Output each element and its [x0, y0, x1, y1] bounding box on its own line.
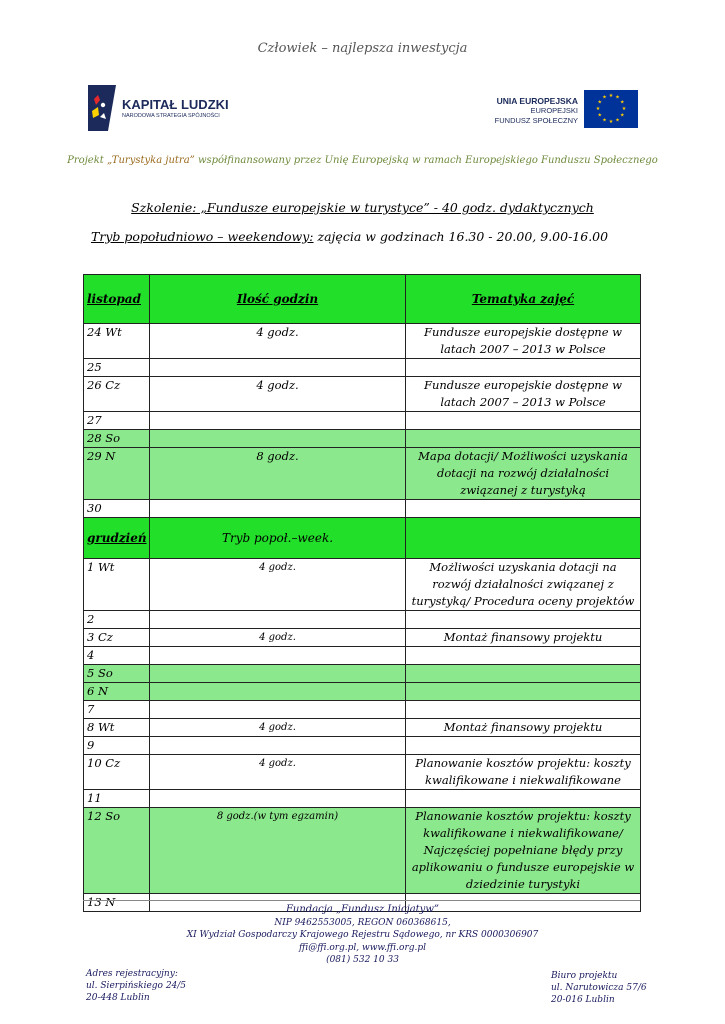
hours-cell [150, 611, 406, 629]
kapital-ludzki-logo [88, 85, 238, 131]
day-cell: 5 So [84, 665, 150, 683]
table-row [84, 755, 641, 790]
training-mode [91, 229, 608, 244]
eu-logo-text [495, 96, 578, 126]
day-cell: 24 Wt [84, 324, 150, 359]
hours-cell [150, 790, 406, 808]
day-cell: 25 [84, 359, 150, 377]
topic-cell [406, 665, 641, 683]
svg-text:★: ★ [621, 106, 627, 112]
topic-cell [406, 701, 641, 719]
project-suffix: współfinansowany przez Unię Europejską w ramach Europejskiego Funduszu Społecznego [194, 155, 658, 166]
topic-cell [406, 790, 641, 808]
hours-cell [150, 500, 406, 518]
hours-cell: 4 godz. [150, 629, 406, 647]
footer-divider [83, 900, 640, 901]
kapital-ludzki-title: KAPITAŁ LUDZKI [122, 97, 229, 112]
hours-cell [150, 665, 406, 683]
svg-text:★: ★ [597, 112, 602, 119]
hours-cell [150, 359, 406, 377]
eu-logo-line3: FUNDUSZ SPOŁECZNY [494, 116, 578, 125]
table-row-weekend [84, 448, 641, 500]
eu-logo [494, 90, 638, 130]
table-row [84, 737, 641, 755]
day-cell: 10 Cz [84, 755, 150, 790]
kapital-ludzki-subtitle: NARODOWA STRATEGIA SPÓJNOŚCI [122, 113, 220, 119]
topic-cell: Mapa dotacji/ Możliwości uzyskania dotacji na rozwój działalności związanej z turystyką [406, 448, 641, 500]
topic-cell: Planowanie kosztów projektu: koszty kwalifikowane i niekwalifikowane [406, 755, 641, 790]
table-row [84, 719, 641, 737]
table-row [84, 611, 641, 629]
svg-text:★: ★ [602, 94, 607, 101]
table-row [84, 629, 641, 647]
hours-cell: 4 godz. [150, 559, 406, 611]
header-month-november: listopad [84, 275, 150, 324]
table-row [84, 559, 641, 611]
eu-flag-icon [584, 90, 638, 128]
day-cell: 9 [84, 737, 150, 755]
registered-address-city: 20-448 Lublin [86, 993, 150, 1003]
hours-cell: 4 godz. [150, 719, 406, 737]
footer-ids: NIP 9462553005, REGON 060368615, [274, 917, 451, 928]
svg-text:★: ★ [620, 112, 625, 119]
table-row-weekend [84, 683, 641, 701]
footer-web: ffi@ffi.org.pl, www.ffi.org.pl [298, 942, 427, 953]
topic-cell [406, 737, 641, 755]
topic-cell: Fundusze europejskie dostępne w latach 2007 – 2013 w Polsce [406, 377, 641, 412]
project-office-city: 20-016 Lublin [551, 995, 615, 1005]
table-row [84, 412, 641, 430]
day-cell: 4 [84, 647, 150, 665]
svg-text:★: ★ [615, 117, 620, 124]
topic-cell: Planowanie kosztów projektu: koszty kwalifikowane i niekwalifikowane/ Najczęściej popełniane błędy przy aplikowaniu o fundusze europejskie w dziedzinie turystyki [406, 808, 641, 894]
footer-org-name: Fundacja „Fundusz Inicjatyw” [285, 904, 440, 915]
hours-cell: 4 godz. [150, 755, 406, 790]
day-cell: 8 Wt [84, 719, 150, 737]
topic-cell [406, 500, 641, 518]
eu-logo-line1: UNIA EUROPEJSKA [496, 96, 578, 106]
svg-text:★: ★ [597, 99, 602, 106]
day-cell: 27 [84, 412, 150, 430]
registered-address-street: ul. Sierpińskiego 24/5 [86, 981, 187, 991]
project-prefix: Projekt [67, 155, 107, 166]
project-line [0, 155, 725, 166]
day-cell: 29 N [84, 448, 150, 500]
project-office-label: Biuro projektu [551, 971, 618, 981]
hours-cell: 4 godz. [150, 324, 406, 359]
header-december-mode: Tryb popoł.–week. [150, 518, 406, 559]
topic-cell [406, 430, 641, 448]
hours-cell [150, 412, 406, 430]
hours-cell [150, 737, 406, 755]
topic-cell: Montaż finansowy projektu [406, 719, 641, 737]
registered-address [86, 968, 186, 1004]
schedule-table [83, 274, 641, 912]
hours-cell: 4 godz. [150, 377, 406, 412]
day-cell: 26 Cz [84, 377, 150, 412]
hours-cell [150, 430, 406, 448]
hours-cell [150, 647, 406, 665]
project-office-address [551, 970, 647, 1006]
december-header-row [84, 518, 641, 559]
footer-phone: (081) 532 10 33 [326, 955, 399, 965]
table-row-weekend [84, 808, 641, 894]
project-office-street: ul. Narutowicza 57/6 [551, 983, 647, 993]
table-row [84, 790, 641, 808]
table-row-weekend [84, 665, 641, 683]
hours-cell: 8 godz.(w tym egzamin) [150, 808, 406, 894]
day-cell: 2 [84, 611, 150, 629]
registered-address-label: Adres rejestracyjny: [86, 969, 178, 979]
day-cell: 1 Wt [84, 559, 150, 611]
day-cell: 30 [84, 500, 150, 518]
table-header-row [84, 275, 641, 324]
header-month-december: grudzień [84, 518, 150, 559]
topic-cell: Montaż finansowy projektu [406, 629, 641, 647]
table-row [84, 377, 641, 412]
project-name: „Turystyka jutra” [106, 155, 195, 166]
tagline: Człowiek – najlepsza inwestycja [257, 41, 468, 56]
footer-organization [0, 904, 725, 967]
training-title: Szkolenie: „Fundusze europejskie w turystyce” - 40 godz. dydaktycznych [131, 200, 594, 215]
table-row-weekend [84, 430, 641, 448]
hours-cell [150, 683, 406, 701]
day-cell: 28 So [84, 430, 150, 448]
training-mode-text: zajęcia w godzinach 16.30 - 20.00, 9.00-16.00 [313, 229, 609, 244]
svg-text:★: ★ [615, 94, 620, 101]
table-row [84, 359, 641, 377]
day-cell: 11 [84, 790, 150, 808]
eu-logo-line2: EUROPEJSKI [530, 106, 578, 115]
header-december-empty [406, 518, 641, 559]
svg-text:★: ★ [608, 119, 614, 125]
day-cell: 12 So [84, 808, 150, 894]
header-topic: Tematyka zajęć [406, 275, 641, 324]
topic-cell [406, 611, 641, 629]
table-row [84, 647, 641, 665]
kapital-ludzki-emblem-icon [88, 85, 116, 131]
svg-text:★: ★ [608, 93, 614, 99]
table-row [84, 500, 641, 518]
hours-cell [150, 701, 406, 719]
footer-court: XI Wydział Gospodarczy Krajowego Rejestru Sądowego, nr KRS 0000306907 [186, 930, 539, 940]
topic-cell [406, 359, 641, 377]
table-row [84, 701, 641, 719]
topic-cell: Możliwości uzyskania dotacji na rozwój działalności związanej z turystyką/ Procedura oceny projektów [406, 559, 641, 611]
topic-cell [406, 683, 641, 701]
svg-text:★: ★ [595, 106, 601, 112]
day-cell: 7 [84, 701, 150, 719]
topic-cell [406, 647, 641, 665]
day-cell: 13 N [84, 894, 150, 912]
header-hours: Ilość godzin [150, 275, 406, 324]
training-mode-label: Tryb popołudniowo – weekendowy: [91, 229, 314, 244]
day-cell: 6 N [84, 683, 150, 701]
day-cell: 3 Cz [84, 629, 150, 647]
hours-cell: 8 godz. [150, 448, 406, 500]
topic-cell: Fundusze europejskie dostępne w latach 2007 – 2013 w Polsce [406, 324, 641, 359]
topic-cell [406, 412, 641, 430]
table-row [84, 324, 641, 359]
svg-text:★: ★ [602, 117, 607, 124]
svg-text:★: ★ [620, 99, 625, 106]
